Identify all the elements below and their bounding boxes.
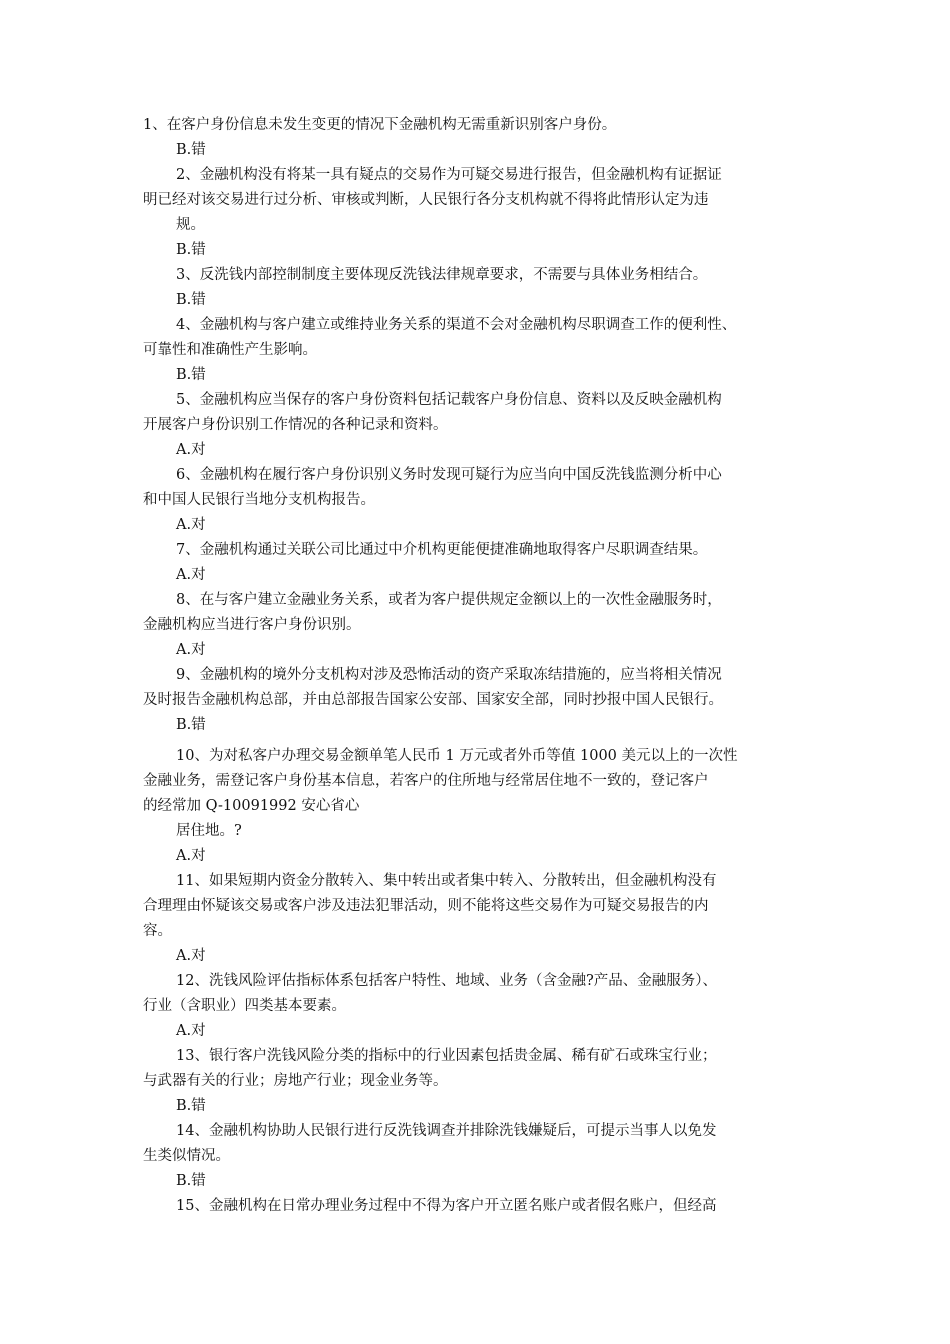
question-6-answer: A.对	[176, 517, 206, 533]
question-9-text: 9、金融机构的境外分支机构对涉及恐怖活动的资产采取冻结措施的，应当将相关情况	[176, 667, 722, 683]
question-11-text: 合理理由怀疑该交易或客户涉及违法犯罪活动，则不能将这些交易作为可疑交易报告的内	[143, 898, 709, 914]
question-13-text: 13、银行客户洗钱风险分类的指标中的行业因素包括贵金属、稀有矿石或珠宝行业；	[176, 1048, 717, 1064]
question-8-answer: A.对	[176, 642, 206, 658]
question-7-answer: A.对	[176, 567, 206, 583]
question-2-text: 规。	[176, 217, 205, 233]
question-2-text: 明已经对该交易进行过分析、审核或判断，人民银行各分支机构就不得将此情形认定为违	[143, 192, 709, 208]
question-5-answer: A.对	[176, 442, 206, 458]
question-15-text: 15、金融机构在日常办理业务过程中不得为客户开立匿名账户或者假名账户，但经高	[176, 1198, 717, 1214]
question-8-text: 8、在与客户建立金融业务关系，或者为客户提供规定金额以上的一次性金融服务时，	[176, 592, 722, 608]
question-12-text: 行业（含职业）四类基本要素。	[143, 998, 346, 1014]
question-10-text: 10、为对私客户办理交易金额单笔人民币 1 万元或者外币等值 1000 美元以上的一次性	[176, 748, 738, 764]
question-12-answer: A.对	[176, 1023, 206, 1039]
question-10-text: 金融业务，需登记客户身份基本信息，若客户的住所地与经常居住地不一致的，登记客户	[143, 773, 709, 789]
question-4-text: 4、金融机构与客户建立或维持业务关系的渠道不会对金融机构尽职调查工作的便利性、	[176, 317, 737, 333]
question-3-answer: B.错	[176, 292, 206, 308]
question-14-text: 生类似情况。	[143, 1148, 230, 1164]
question-6-text: 和中国人民银行当地分支机构报告。	[143, 492, 375, 508]
question-4-answer: B.错	[176, 367, 206, 383]
question-12-text: 12、洗钱风险评估指标体系包括客户特性、地域、业务（含金融?产品、金融服务）、	[176, 973, 717, 989]
question-9-answer: B.错	[176, 717, 206, 733]
question-7-text: 7、金融机构通过关联公司比通过中介机构更能便捷准确地取得客户尽职调查结果。	[176, 542, 708, 558]
question-11-text: 容。	[143, 923, 172, 939]
question-6-text: 6、金融机构在履行客户身份识别义务时发现可疑行为应当向中国反洗钱监测分析中心	[176, 467, 722, 483]
question-9-text: 及时报告金融机构总部，并由总部报告国家公安部、国家安全部，同时抄报中国人民银行。	[143, 692, 723, 708]
question-5-text: 开展客户身份识别工作情况的各种记录和资料。	[143, 417, 448, 433]
question-11-answer: A.对	[176, 948, 206, 964]
question-13-text: 与武器有关的行业；房地产行业；现金业务等。	[143, 1073, 448, 1089]
question-5-text: 5、金融机构应当保存的客户身份资料包括记载客户身份信息、资料以及反映金融机构	[176, 392, 722, 408]
question-14-answer: B.错	[176, 1173, 206, 1189]
question-13-answer: B.错	[176, 1098, 206, 1114]
question-11-text: 11、如果短期内资金分散转入、集中转出或者集中转入、分散转出，但金融机构没有	[176, 873, 717, 889]
question-2-answer: B.错	[176, 242, 206, 258]
question-3-text: 3、反洗钱内部控制制度主要体现反洗钱法律规章要求，不需要与具体业务相结合。	[176, 267, 708, 283]
question-1-answer: B.错	[176, 142, 206, 158]
question-2-text: 2、金融机构没有将某一具有疑点的交易作为可疑交易进行报告，但金融机构有证据证	[176, 167, 722, 183]
question-4-text: 可靠性和准确性产生影响。	[143, 342, 317, 358]
question-14-text: 14、金融机构协助人民银行进行反洗钱调查并排除洗钱嫌疑后，可提示当事人以免发	[176, 1123, 717, 1139]
question-10-answer: A.对	[176, 848, 206, 864]
question-10-text: 的经常加 Q-10091992 安心省心	[143, 798, 360, 814]
question-1-text: 1、在客户身份信息未发生变更的情况下金融机构无需重新识别客户身份。	[143, 117, 617, 133]
question-10-text: 居住地。?	[176, 823, 242, 839]
question-8-text: 金融机构应当进行客户身份识别。	[143, 617, 361, 633]
document-body	[143, 113, 823, 1219]
